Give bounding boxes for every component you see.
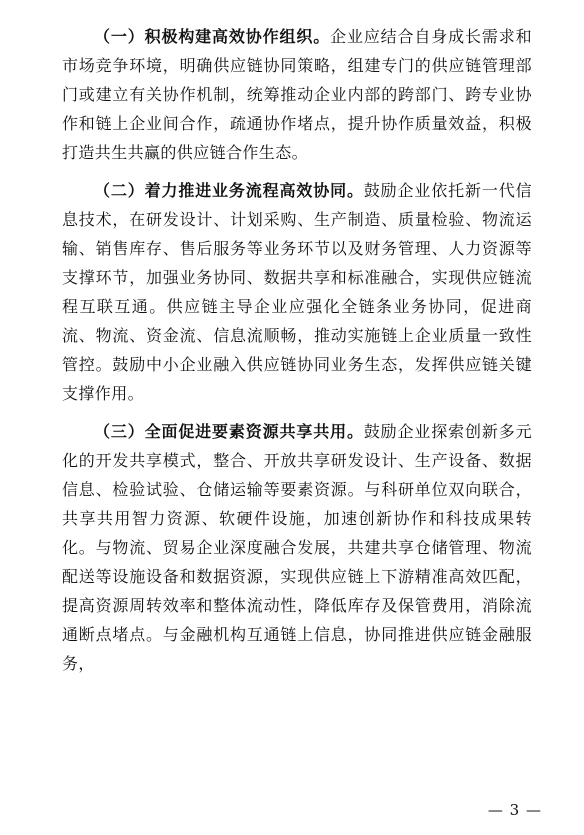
paragraph-1 (62, 22, 532, 167)
paragraph-1-heading: （一）积极构建高效协作组织。 (94, 27, 331, 46)
paragraph-3 (62, 417, 532, 678)
paragraph-1-body: 企业应结合自身成长需求和市场竞争环境，明确供应链协同策略，组建专门的供应链管理部门或建立有关协作机制，统筹推动企业内部的跨部门、跨专业协作和链上企业间合作，疏通协作堵点，提升协作质量效益，积极打造共生共赢的供应链合作生态。 (62, 27, 532, 162)
paragraph-3-heading: （三）全面促进要素资源共享共用。 (94, 422, 364, 441)
paragraph-2-body: 鼓励企业依托新一代信息技术，在研发设计、计划采购、生产制造、质量检验、物流运输、销售库存、售后服务等业务环节以及财务管理、人力资源等支撑环节，加强业务协同、数据共享和标准融合，实现供应链流程互联互通。供应链主导企业应强化全链条业务协同，促进商流、物流、资金流、信息流顺畅，推动实施链上企业质量一致性管控。鼓励中小企业融入供应链协同业务生态，发挥供应链关键支撑作用。 (62, 181, 532, 403)
page-number: — 3 — (487, 801, 542, 819)
paragraph-2 (62, 176, 532, 408)
paragraph-2-heading: （二）着力推进业务流程高效协同。 (94, 181, 364, 200)
paragraph-3-body: 鼓励企业探索创新多元化的开发共享模式，整合、开放共享研发设计、生产设备、数据信息、检验试验、仓储运输等要素资源。与科研单位双向联合，共享共用智力资源、软硬件设施，加速创新协作和科技成果转化。与物流、贸易企业深度融合发展，共建共享仓储管理、物流配送等设施设备和数据资源，实现供应链上下游精准高效匹配，提高资源周转效率和整体流动性，降低库存及保管费用，消除流通断点堵点。与金融机构互通链上信息，协同推进供应链金融服务， (62, 422, 532, 673)
document-page (62, 22, 532, 797)
